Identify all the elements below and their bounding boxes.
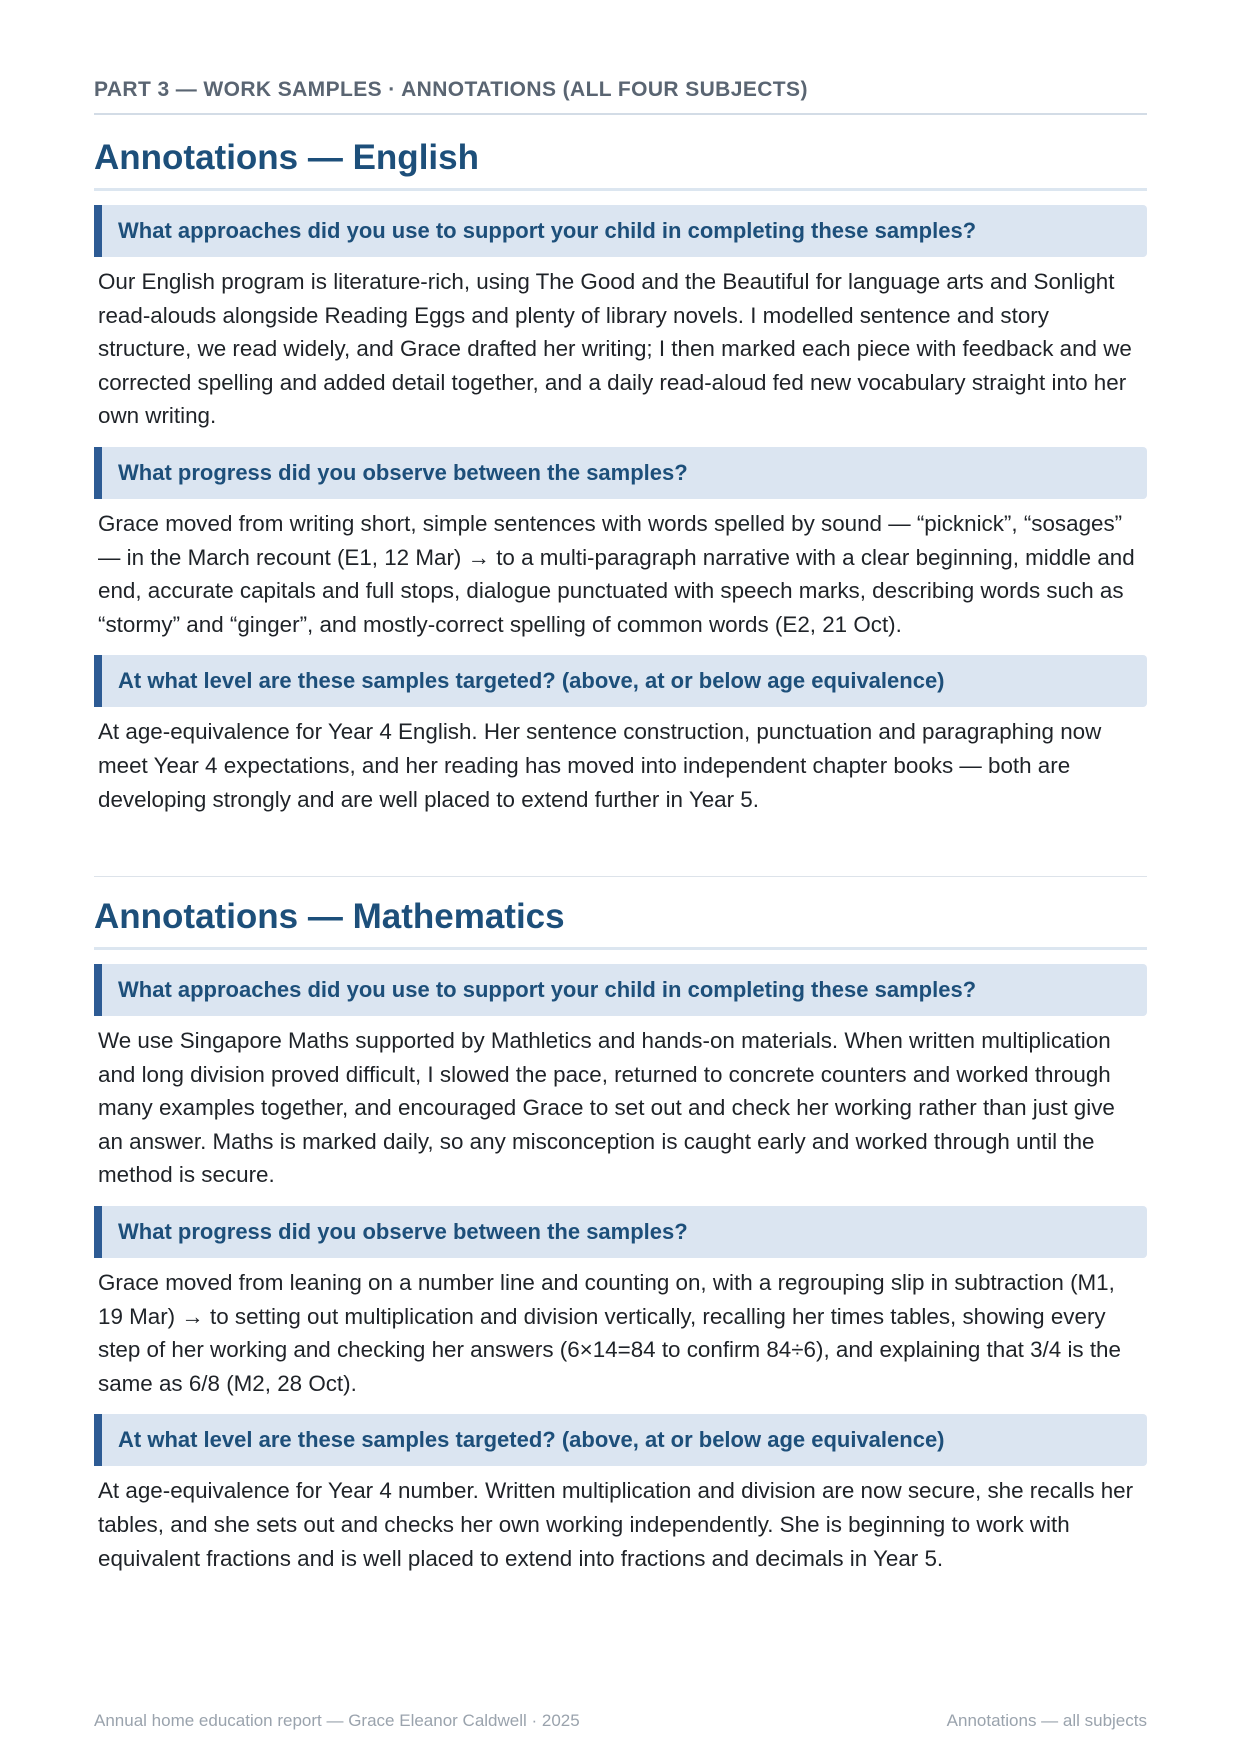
section-english: [94, 138, 1147, 830]
answer-approaches: Our English program is literature-rich, using The Good and the Beautiful for language arts and Sonlight read-alouds alongside Reading Eggs and plenty of library novels. I modelled sentence and story structure, we read widely, and Grace drafted her writing; I then marked each piece with feedback and we corrected spelling and added detail together, and a daily read-aloud fed new vocabulary straight into her own writing.: [98, 269, 1132, 429]
question-approaches: What approaches did you use to support your child in completing these samples?: [94, 205, 1147, 257]
section-title: Annotations — Mathematics: [94, 897, 1147, 950]
section-divider: [94, 876, 1147, 877]
question-approaches: What approaches did you use to support your child in completing these samples?: [94, 964, 1147, 1016]
page-footer: [94, 1711, 1147, 1731]
part-header: PART 3 — WORK SAMPLES · ANNOTATIONS (ALL FOUR SUBJECTS): [94, 78, 1147, 115]
question-progress: What progress did you observe between the samples?: [94, 447, 1147, 499]
answer-level: At age-equivalence for Year 4 number. Written multiplication and division are now secure, she recalls her tables, and she sets out and checks her own working independently. She is beginning to work with equivalent fractions and is well placed to extend into fractions and decimals in Year 5.: [98, 1478, 1134, 1571]
question-progress: What progress did you observe between the samples?: [94, 1206, 1147, 1258]
question-level: At what level are these samples targeted? (above, at or below age equivalence): [94, 1414, 1147, 1466]
footer-left: Annual home education report — Grace Eleanor Caldwell · 2025: [94, 1711, 580, 1730]
answer-progress: Grace moved from leaning on a number line and counting on, with a regrouping slip in subtraction (M1, 19 Mar) → to setting out multiplication and division vertically, recalling her times tables, showing every step of her working and checking her answers (6×14=84 to confirm 84÷6), and explaining that 3/4 is the same as 6/8 (M2, 28 Oct).: [98, 1269, 1121, 1396]
section-title: Annotations — English: [94, 138, 1147, 191]
answer-approaches: We use Singapore Maths supported by Mathletics and hands-on materials. When written multiplication and long division proved difficult, I slowed the pace, returned to concrete counters and worked through many examples together, and encouraged Grace to set out and check her working rather than just give an answer. Maths is marked daily, so any misconception is caught early and worked through until the method is secure.: [98, 1028, 1115, 1188]
footer-right: Annotations — all subjects: [946, 1711, 1147, 1730]
answer-level: At age-equivalence for Year 4 English. Her sentence construction, punctuation and paragraphing now meet Year 4 expectations, and her reading has moved into independent chapter books — both are developing strongly and are well placed to extend further in Year 5.: [98, 719, 1102, 812]
answer-progress: Grace moved from writing short, simple sentences with words spelled by sound — “picknick”, “sosages” — in the March recount (E1, 12 Mar) → to a multi-paragraph narrative with a clear beginning, middle and end, accurate capitals and full stops, dialogue punctuated with speech marks, describing words such as “stormy” and “ginger”, and mostly-correct spelling of common words (E2, 21 Oct).: [98, 510, 1135, 637]
section-mathematics: [94, 897, 1147, 1589]
question-level: At what level are these samples targeted? (above, at or below age equivalence): [94, 655, 1147, 707]
